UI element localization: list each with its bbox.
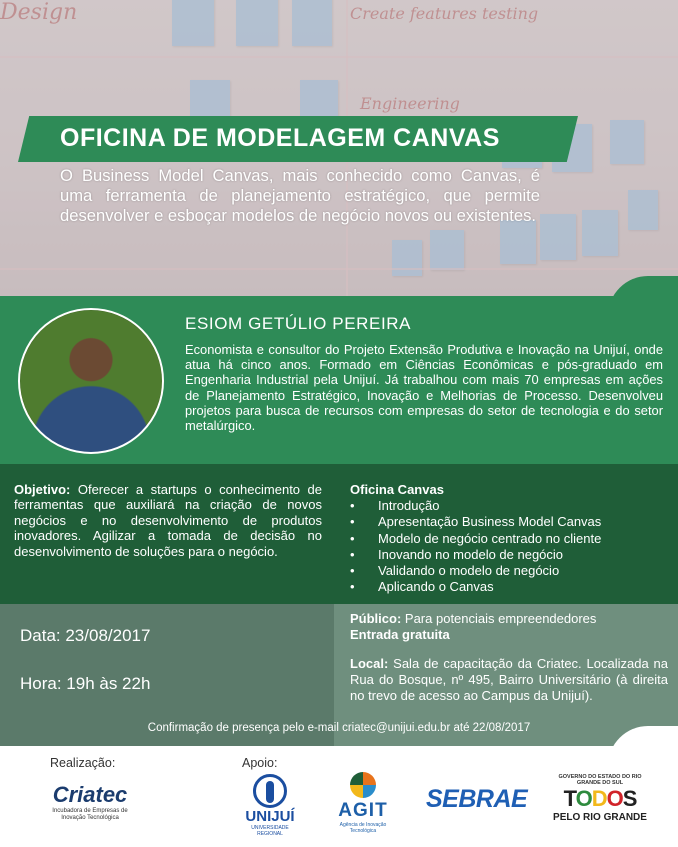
todos-logo-bottom: PELO RIO GRANDE bbox=[553, 812, 647, 823]
agit-logo-sub: Agência de Inovação Tecnológica bbox=[339, 822, 387, 834]
unijui-logo-sub: UNIVERSIDADE REGIONAL bbox=[251, 825, 289, 837]
entry-info: Entrada gratuita bbox=[350, 627, 450, 642]
criatec-logo-sub: Incubadora de Empresas de Inovação Tecnológica bbox=[52, 808, 128, 821]
todos-letter: T bbox=[563, 786, 576, 811]
agenda-item: • Introdução bbox=[350, 498, 601, 514]
agit-logo bbox=[332, 772, 394, 834]
criatec-logo-name: Criatec bbox=[52, 782, 128, 807]
audience-text: Para potenciais empreendedores bbox=[404, 611, 597, 626]
realizacao-label: Realização: bbox=[50, 756, 116, 770]
apoio-label: Apoio: bbox=[242, 756, 278, 770]
agenda-item: • Inovando no modelo de negócio bbox=[350, 547, 601, 563]
board-scribble: Create features testing bbox=[350, 4, 539, 23]
agenda-item: • Modelo de negócio centrado no cliente bbox=[350, 531, 601, 547]
unijui-emblem-icon bbox=[253, 774, 287, 808]
event-location bbox=[350, 656, 668, 704]
agenda-list bbox=[350, 498, 601, 596]
criatec-logo bbox=[40, 782, 140, 822]
location-text: Sala de capacitação da Criatec. Localizada na Rua do Bosque, nº 495, Bairro Universitário (à direita no trevo de acesso ao Campus da Unijuí). bbox=[350, 656, 668, 703]
unijui-logo-name: UNIJUÍ bbox=[245, 808, 295, 825]
confirmation-note: Confirmação de presença pelo e-mail criatec@unijui.edu.br até 22/08/2017 bbox=[147, 722, 531, 734]
page-title: OFICINA DE MODELAGEM CANVAS bbox=[60, 124, 500, 152]
speaker-photo bbox=[18, 308, 164, 454]
speaker-name: ESIOM GETÚLIO PEREIRA bbox=[185, 314, 412, 333]
agit-emblem-icon bbox=[350, 772, 376, 798]
location-label: Local: bbox=[350, 656, 389, 671]
event-audience bbox=[350, 611, 668, 643]
unijui-logo bbox=[238, 774, 302, 837]
intro-text: O Business Model Canvas, mais conhecido como Canvas, é uma ferramenta de planejamento estratégico, que permite desenvolver e esboçar modelos de negócio novos ou existentes. bbox=[60, 166, 540, 225]
todos-pelo-rio-grande-logo bbox=[552, 774, 648, 823]
objective-body: Oferecer a startups o conhecimento de ferramentas que auxiliará na criação de novos negócios e no desenvolvimento de produtos inovadores. Agilizar a tomada de decisão no desenvolvimento de soluções para o negócio. bbox=[14, 482, 322, 559]
todos-letter: D bbox=[591, 786, 607, 811]
objective-text bbox=[14, 482, 322, 559]
agit-logo-name: AGIT bbox=[338, 800, 388, 821]
board-scribble: Engineering bbox=[360, 94, 460, 113]
sebrae-logo bbox=[426, 785, 526, 814]
speaker-bio: Economista e consultor do Projeto Extensão Produtiva e Inovação na Unijuí, onde atua há cinco anos. Formado em Ciências Econômicas e pós-graduado em Engenharia Industrial pela Unijuí. Já trabalhou com mais 70 empresas em ações de Planejamento Estratégico, Inovação e Melhorias de Processo. Desenvolveu projetos para busca de recursos com empresas do setor de tecnologia e do setor metalúrgico. bbox=[185, 342, 663, 434]
agenda-item: • Aplicando o Canvas bbox=[350, 579, 601, 595]
event-time: Hora: 19h às 22h bbox=[20, 674, 151, 693]
agenda-item: • Validando o modelo de negócio bbox=[350, 563, 601, 579]
agenda-item: • Apresentação Business Model Canvas bbox=[350, 514, 601, 530]
todos-letter: O bbox=[575, 786, 592, 811]
todos-logo-name bbox=[552, 786, 648, 812]
sebrae-logo-name: SEBRAE bbox=[426, 785, 528, 813]
agenda-title: Oficina Canvas bbox=[350, 482, 444, 497]
todos-logo-top: GOVERNO DO ESTADO DO RIO GRANDE DO SUL bbox=[558, 774, 642, 786]
todos-letter: O bbox=[606, 786, 623, 811]
board-scribble: Design bbox=[0, 0, 78, 25]
objective-label: Objetivo: bbox=[14, 482, 71, 497]
audience-label: Público: bbox=[350, 611, 402, 626]
event-date: Data: 23/08/2017 bbox=[20, 626, 151, 645]
todos-letter: S bbox=[622, 786, 637, 811]
